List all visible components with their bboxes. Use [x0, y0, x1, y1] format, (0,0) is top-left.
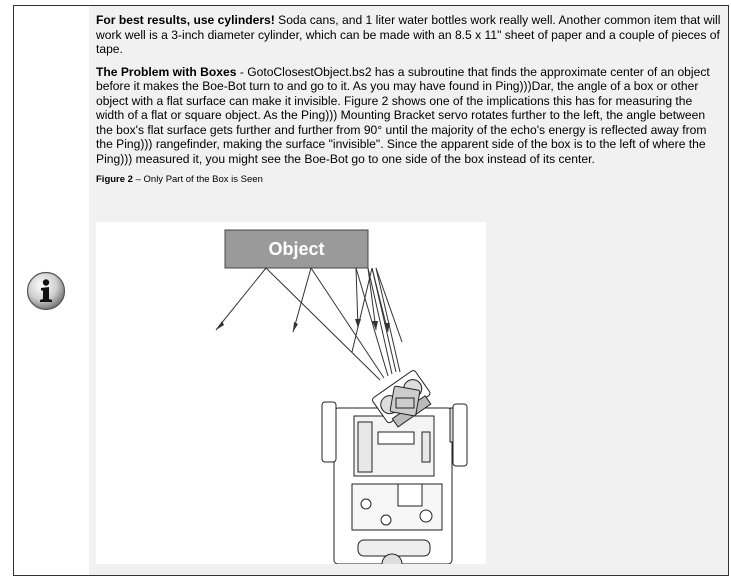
paragraph-body: - GotoClosestObject.bs2 has a subroutine that finds the approximate center of an object before it makes the Boe-Bot turn to and go to it. As you may have found in Ping)))Dar, the angle of a box or other object with a flat surface can make it invisible. Figure 2 shows one of the implications this has for measuring the width of a flat or square object. As the Ping))) Mounting Bracket servo rotates further to the left, the angle between the box's flat surface gets further and further from 90° until the majority of the echo's energy is reflected away from the Ping))) rangefinder, making the surface "invisible". Since the apparent side of the box is to the left of where the Ping))) measured it, you might see the Boe-Bot go to one side of the box instead of its center.	[96, 64, 710, 166]
info-note-box	[13, 5, 729, 576]
paragraph-heading: For best results, use cylinders!	[96, 13, 275, 27]
servo-bracket	[390, 386, 420, 416]
figure-diagram	[96, 222, 486, 564]
caption-label: Figure 2	[96, 174, 133, 185]
icon-column	[14, 6, 89, 575]
paragraph-heading: The Problem with Boxes	[96, 64, 237, 79]
paragraph-boxes	[96, 65, 722, 167]
object-label: Object	[268, 239, 325, 259]
note-content	[96, 13, 722, 189]
figure-caption	[96, 174, 722, 185]
robot-illustration	[322, 402, 467, 564]
info-icon	[26, 271, 66, 311]
paragraph-body: Soda cans, and 1 liter water bottles work really well. Another common item that will work well is a 3-inch diameter cylinder, which can be made with an 8.5 x 11" sheet of paper and a couple of pieces of tape.	[96, 13, 721, 56]
paragraph-cylinders	[96, 13, 722, 57]
figure-svg	[96, 222, 486, 564]
ray-arrowheads	[216, 319, 390, 332]
caption-text: – Only Part of the Box is Seen	[132, 174, 263, 185]
